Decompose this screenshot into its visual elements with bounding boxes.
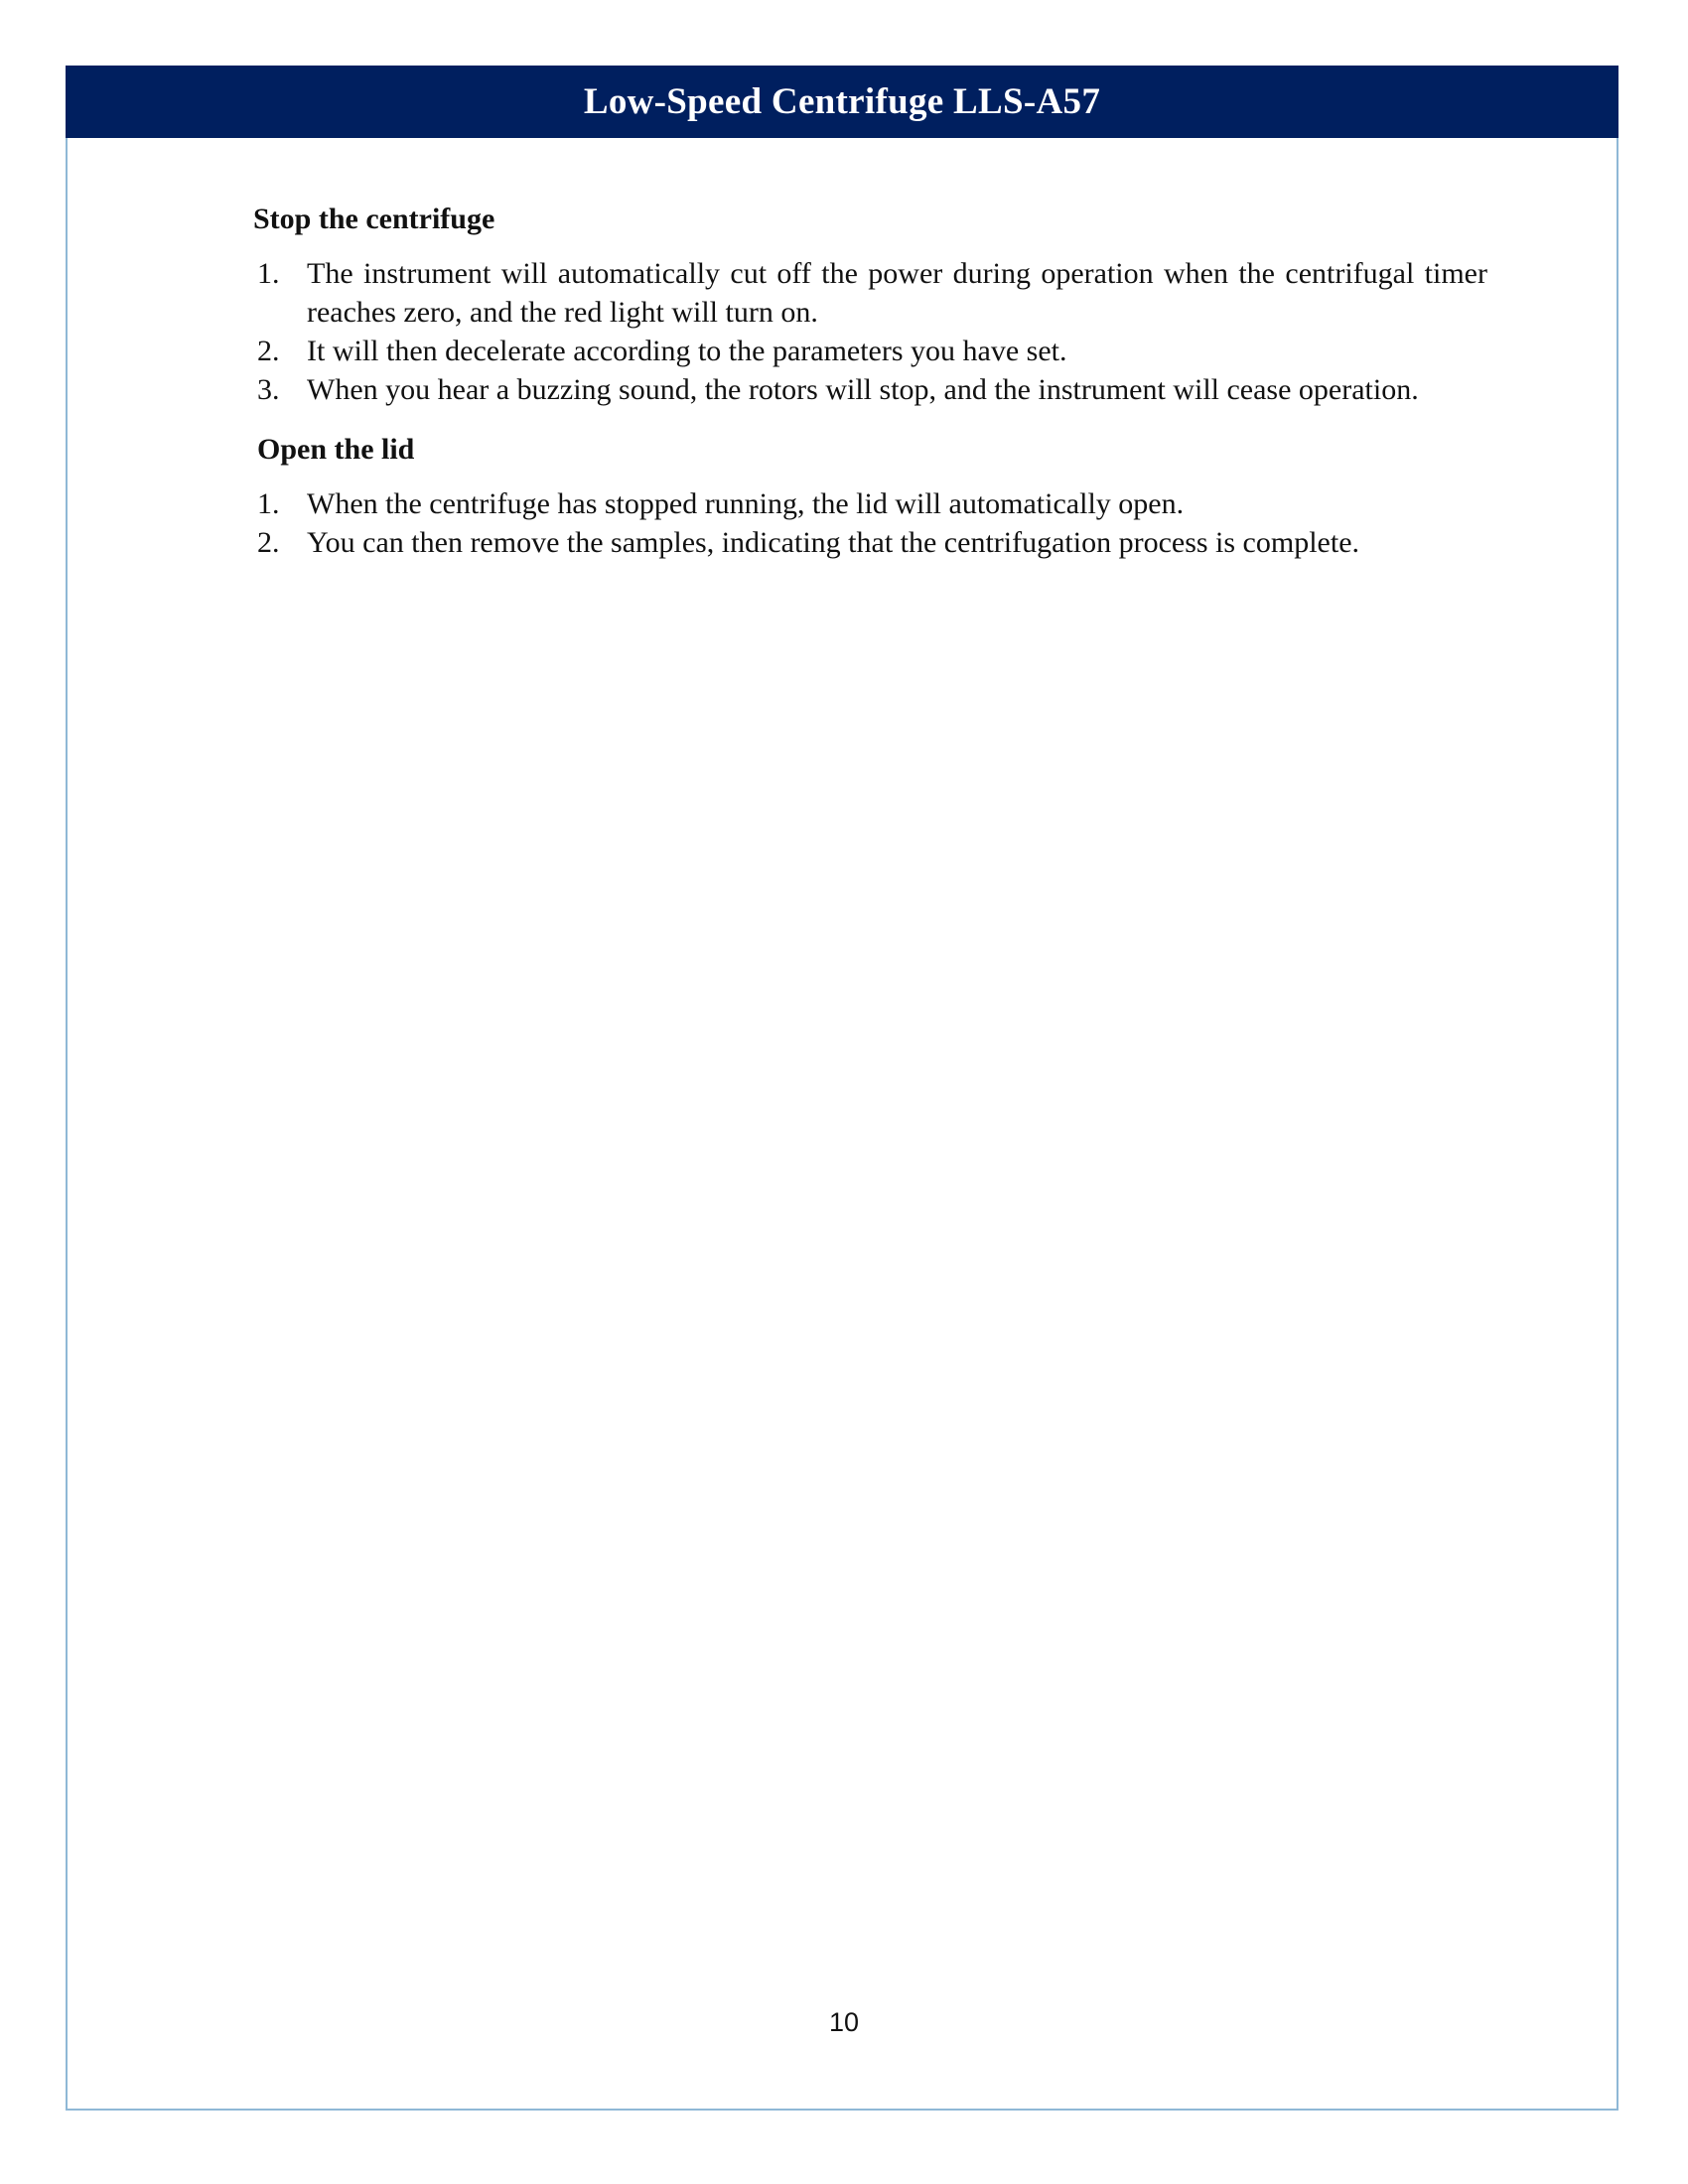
stop-steps-list [253,254,1487,409]
list-item-text: The instrument will automatically cut off the power during operation when the centrifugal timer reaches zero, and the red light will turn on. [307,257,1487,329]
list-item [253,484,1487,523]
list-item [253,370,1487,409]
section-heading-open-lid: Open the lid [257,433,415,466]
list-item-number: 1. [257,257,280,290]
list-item-text: It will then decelerate according to the parameters you have set. [307,335,1067,367]
document-body [253,195,1487,562]
page-title: Low-Speed Centrifuge LLS-A57 [583,81,1101,122]
list-item-number: 2. [257,335,280,367]
list-item-text: You can then remove the samples, indicating that the centrifugation process is complete. [307,526,1360,559]
list-item-text: When the centrifuge has stopped running, the lid will automatically open. [307,487,1185,520]
list-item-number: 1. [257,487,280,520]
list-item-number: 3. [257,373,280,406]
header-bar [66,66,1618,138]
list-item [253,332,1487,370]
list-item [253,254,1487,332]
list-item [253,523,1487,562]
section-heading-stop: Stop the centrifuge [253,203,495,235]
page-number: 10 [828,2007,860,2037]
list-item-number: 2. [257,526,280,559]
open-lid-steps-list [253,484,1487,562]
list-item-text: When you hear a buzzing sound, the rotors will stop, and the instrument will cease operation. [307,373,1419,406]
